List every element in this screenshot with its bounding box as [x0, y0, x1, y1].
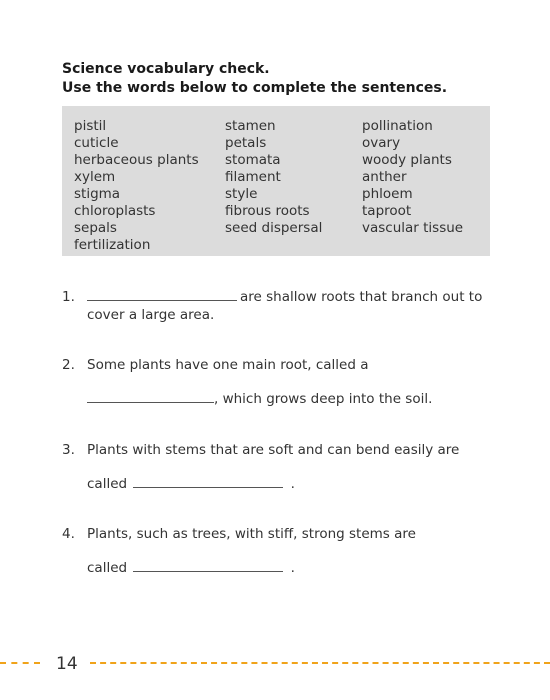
word-bank-word: woody plants: [362, 152, 452, 168]
question-punctuation: .: [290, 560, 295, 576]
word-bank-word: style: [225, 186, 258, 202]
word-bank-word: stomata: [225, 152, 281, 168]
word-bank-word: phloem: [362, 186, 413, 202]
question-line: [87, 560, 295, 577]
word-bank-word: herbaceous plants: [74, 152, 199, 168]
answer-blank[interactable]: [133, 486, 283, 488]
question-text: called: [87, 476, 128, 492]
question-text: called: [87, 560, 128, 576]
word-bank-word: filament: [225, 169, 281, 185]
answer-blank[interactable]: [87, 299, 237, 301]
word-bank-word: pollination: [362, 118, 433, 134]
page-number: 14: [56, 654, 78, 674]
word-bank-word: stamen: [225, 118, 276, 134]
word-bank-column-2: [225, 118, 322, 237]
footer-divider-left: [0, 662, 40, 664]
question-text: Plants with stems that are soft and can bend easily are: [87, 442, 460, 458]
question-text: Plants, such as trees, with stiff, strong stems are: [87, 526, 416, 542]
footer-divider-right: [90, 662, 550, 664]
heading-line-1: Science vocabulary check.: [62, 61, 270, 77]
question-text: are shallow roots that branch out to: [240, 289, 483, 305]
word-bank-column-1: [74, 118, 199, 254]
word-bank-word: petals: [225, 135, 267, 151]
question-number: 3.: [62, 442, 75, 458]
question-text-line-2: cover a large area.: [87, 307, 215, 323]
question-3: [62, 442, 502, 492]
question-line: [87, 289, 482, 306]
instructions-heading: [62, 60, 522, 98]
question-number: 2.: [62, 357, 75, 373]
word-bank-word: pistil: [74, 118, 107, 134]
question-text: , which grows deep into the soil.: [214, 391, 433, 407]
word-bank-word: fertilization: [74, 237, 151, 253]
word-bank-word: xylem: [74, 169, 116, 185]
answer-blank[interactable]: [87, 401, 214, 403]
word-bank-word: stigma: [74, 186, 121, 202]
word-bank-word: ovary: [362, 135, 401, 151]
question-2: [62, 357, 502, 407]
question-4: [62, 526, 502, 576]
question-1: [62, 289, 502, 329]
question-line: [87, 391, 432, 408]
word-bank-word: taproot: [362, 203, 412, 219]
word-bank-word: vascular tissue: [362, 220, 464, 236]
question-text: Some plants have one main root, called a: [87, 357, 369, 373]
question-punctuation: .: [290, 476, 295, 492]
question-number: 1.: [62, 289, 75, 305]
word-bank-word: seed dispersal: [225, 220, 323, 236]
word-bank-word: fibrous roots: [225, 203, 310, 219]
word-bank-word: anther: [362, 169, 407, 185]
question-number: 4.: [62, 526, 75, 542]
word-bank-word: cuticle: [74, 135, 119, 151]
word-bank-column-3: [362, 118, 463, 237]
heading-line-2: Use the words below to complete the sentences.: [62, 80, 448, 96]
word-bank: [62, 106, 490, 256]
question-line: [87, 476, 295, 493]
word-bank-word: sepals: [74, 220, 117, 236]
word-bank-word: chloroplasts: [74, 203, 156, 219]
answer-blank[interactable]: [133, 570, 283, 572]
